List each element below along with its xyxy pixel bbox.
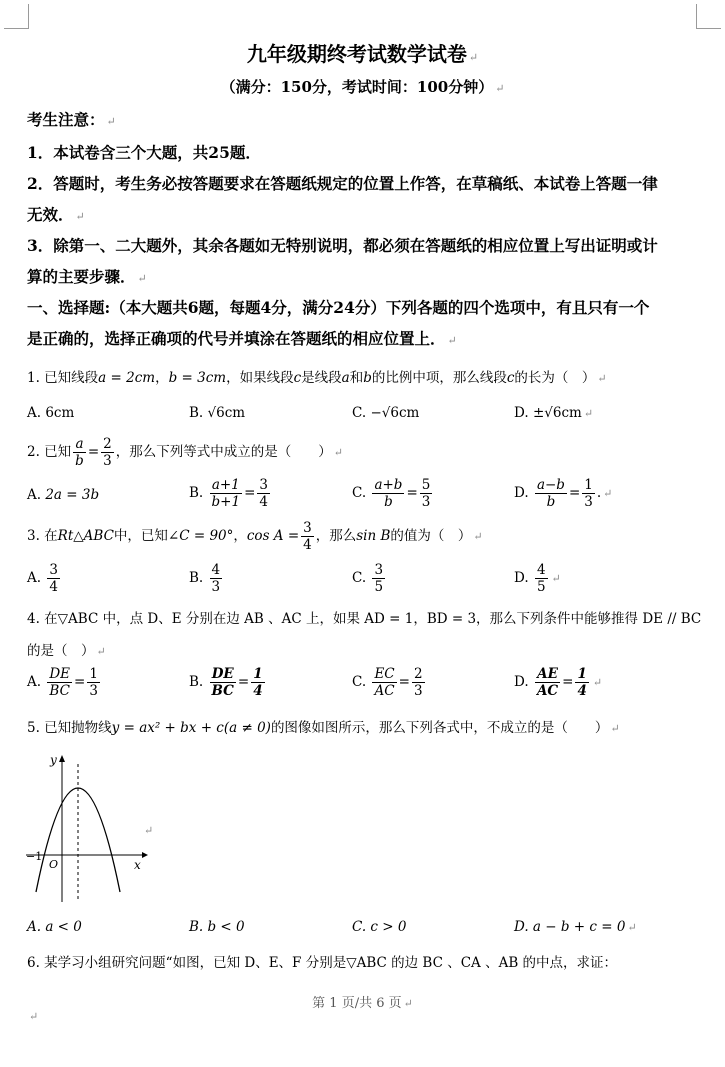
q5-option-c: C. c > 0 xyxy=(352,919,407,935)
q2-option-d: D. $\frac{a-b}{b}$ = $\frac{1}{3}$ . ↵ xyxy=(514,477,613,510)
neg-one-label: −1 xyxy=(26,850,43,863)
note-2-line-1: 2．答题时，考生务必按答题要求在答题纸规定的位置上作答，在草稿纸、本试卷上答题一律 xyxy=(27,174,658,193)
x-axis-label: x xyxy=(134,858,141,872)
notes-heading: 考生注意： ↵ xyxy=(27,110,116,129)
q2-frac-ab: $\frac{a}{b}$ xyxy=(75,436,84,469)
q2-option-a: A. 2a = 3b xyxy=(27,487,100,503)
q4-option-c: C. $\frac{EC}{AC}$ = $\frac{2}{3}$ xyxy=(352,666,423,699)
q4-option-d: D. $\frac{AE}{AC}$ = $\frac{1}{4}$ ↵ xyxy=(514,666,603,699)
question-1: 1. 已知线段a = 2cm，b = 3cm，如果线段c是线段a和b的比例中项，那么线段c的长为（ ） ↵ xyxy=(27,370,607,386)
q1-option-a: A. 6cm xyxy=(27,405,75,421)
exam-subtitle: （满分：150分，考试时间：100分钟） ↵ xyxy=(220,78,505,96)
page-footer: 第 1 页/共 6 页 ↵ xyxy=(312,996,413,1011)
q1-option-b: B. √6cm xyxy=(189,405,246,421)
q5-option-d: D. a − b + c = 0 ↵ xyxy=(514,919,637,935)
q3-option-c: C. $\frac{3}{5}$ xyxy=(352,562,384,595)
q2-frac-23: $\frac{2}{3}$ xyxy=(103,436,112,469)
q3-option-b: B. $\frac{4}{3}$ xyxy=(189,562,221,595)
note-2-line-2: 无效． ↵ xyxy=(27,205,85,224)
question-4-line-1: 4. 在▽ABC 中，点 D、E 分别在边 AB 、AC 上，如果 AD = 1，BD = 3，那么下列条件中能够推得 DE // BC xyxy=(27,611,702,627)
note-1: 1．本试卷含三个大题，共25题． xyxy=(27,143,261,162)
question-2: 2. 已知 $\frac{a}{b}$ = $\frac{2}{3}$ ，那么下列等式中成立的是（ ） ↵ xyxy=(27,436,343,469)
q3-option-a: A. $\frac{3}{4}$ xyxy=(27,562,58,595)
q2-option-b: B. $\frac{a+1}{b+1}$ = $\frac{3}{4}$ xyxy=(189,477,268,510)
crop-mark-top-left xyxy=(4,4,29,29)
q1-option-c: C. −√6cm xyxy=(352,405,420,421)
question-4-line-2: 的是（ ） ↵ xyxy=(27,643,106,659)
parabola-curve xyxy=(36,788,120,892)
parabola-graph xyxy=(20,752,150,902)
q3-option-d: D. $\frac{4}{5}$ ↵ xyxy=(514,562,561,595)
q5-option-b: B. b < 0 xyxy=(189,919,245,935)
paragraph-mark: ↵ xyxy=(144,824,154,837)
y-axis-label: y xyxy=(50,753,57,767)
y-axis-arrow xyxy=(59,755,65,762)
exam-title: 九年级期终考试数学试卷 ↵ xyxy=(246,42,479,66)
question-5: 5. 已知抛物线y = ax² + bx + c(a ≠ 0)的图像如图所示，那么下列各式中，不成立的是（ ） ↵ xyxy=(27,720,620,736)
q4-option-a: A. $\frac{DE}{BC}$ = $\frac{1}{3}$ xyxy=(27,666,98,699)
q1-option-d: D. ±√6cm ↵ xyxy=(514,405,594,421)
question-6: 6. 某学习小组研究问题“如图，已知 D、E、F 分别是▽ABC 的边 BC 、CA 、AB 的中点，求证： xyxy=(27,955,618,971)
section-1-line-1: 一、选择题:（本大题共6题，每题4分，满分24分）下列各题的四个选项中，有且只有一个 xyxy=(27,298,650,317)
q2-option-c: C. $\frac{a+b}{b}$ = $\frac{5}{3}$ xyxy=(352,477,431,510)
question-3: 3. 在Rt△ABC中，已知∠C = 90°，cos A = $\frac{3}{4}$ ，那么sin B的值为（ ） ↵ xyxy=(27,520,483,553)
section-1-line-2: 是正确的，选择正确项的代号并填涂在答题纸的相应位置上． ↵ xyxy=(27,329,457,348)
crop-mark-top-right xyxy=(696,4,721,29)
x-axis-arrow xyxy=(142,852,148,858)
paragraph-mark-end: ↵ xyxy=(29,1010,39,1023)
q5-option-a: A. a < 0 xyxy=(27,919,82,935)
note-3-line-2: 算的主要步骤． ↵ xyxy=(27,267,147,286)
note-3-line-1: 3．除第一、二大题外，其余各题如无特别说明，都必须在答题纸的相应位置上写出证明或计 xyxy=(27,236,658,255)
origin-label: O xyxy=(49,858,59,871)
q4-option-b: B. $\frac{DE}{BC}$ = $\frac{1}{4}$ xyxy=(189,666,263,699)
